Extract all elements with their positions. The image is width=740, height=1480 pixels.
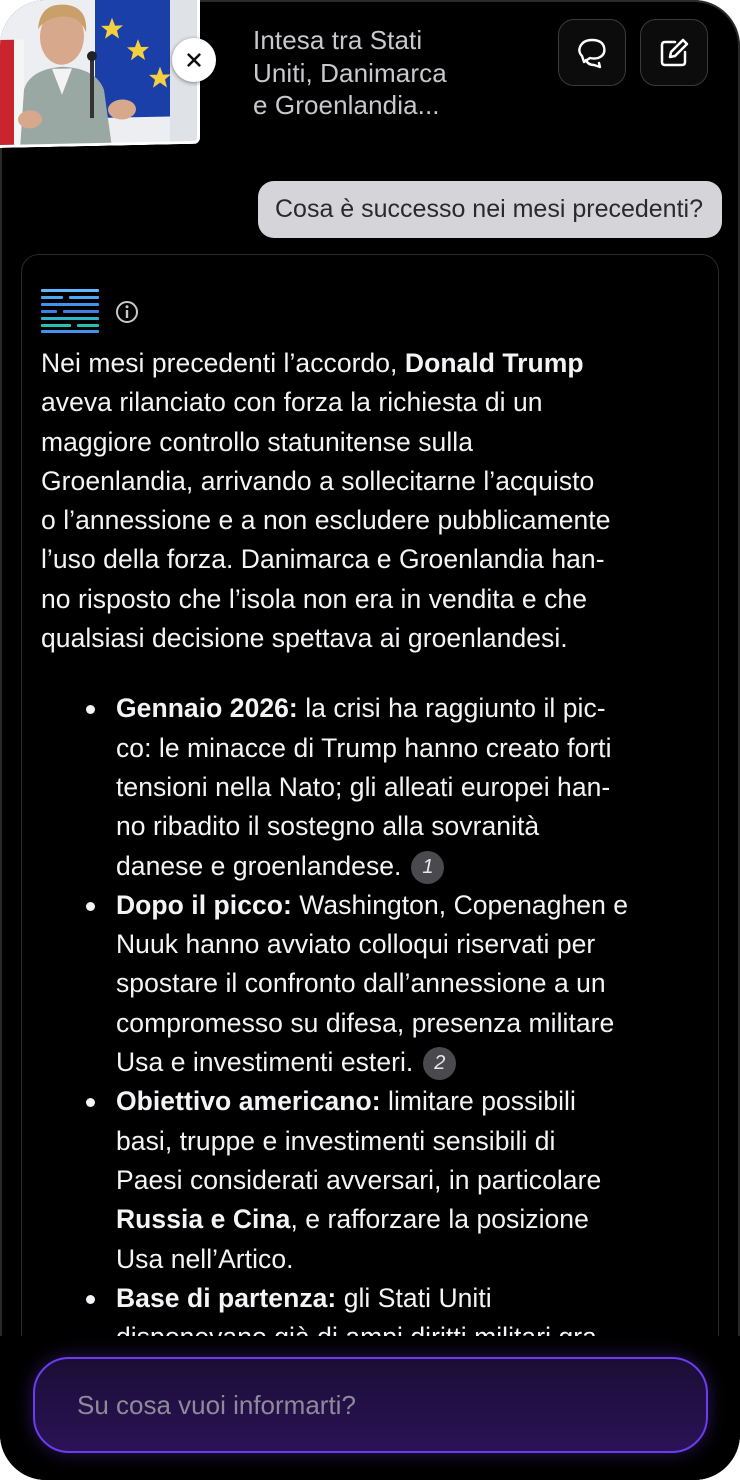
citation-badge-2[interactable]: 2 (423, 1047, 456, 1080)
intro-line-8: qualsiasi decisione spettava ai groenlandesi. (41, 623, 568, 654)
compose-icon (656, 35, 692, 71)
news-photo-thumbnail[interactable] (0, 0, 200, 148)
photo-illustration (0, 0, 200, 148)
answer-header (41, 288, 701, 344)
close-button[interactable] (172, 38, 216, 82)
chat-bubbles-icon (574, 35, 610, 71)
intro-line-3: maggiore controllo statunitense sulla (41, 426, 473, 457)
answer-bullet-list (41, 689, 701, 1357)
bullet-1-line-2: co: le minacce di Trump hanno creato forti (116, 732, 612, 763)
bullet-3-line-1-text: limitare possibili (380, 1086, 576, 1117)
answer-card (21, 254, 719, 1454)
bullet-1-heading: Gennaio 2026: (116, 693, 298, 724)
bullet-4-heading: Base di partenza: (116, 1282, 337, 1313)
bullet-3-line-4 (116, 1200, 701, 1239)
intro-line-4: Groenlandia, arrivando a sollecitarne l’acquisto (41, 465, 595, 496)
intro-line-5: o l’annessione e a non escludere pubblicamente (41, 505, 611, 536)
bullet-2-line-5-text: Usa e investimenti esteri. (116, 1047, 414, 1078)
bullet-3-line-4-text: , e rafforzare la posizione (290, 1204, 589, 1235)
bullet-2-line-2: Nuuk hanno avviato colloqui riservati per (116, 929, 596, 960)
bullet-4-line-1 (116, 1279, 701, 1318)
bullet-1-line-3: tensioni nella Nato; gli alleati europei han- (116, 771, 611, 802)
brand-logo-icon (41, 288, 99, 333)
citation-badge-1[interactable]: 1 (411, 851, 444, 884)
info-icon[interactable] (115, 300, 139, 324)
title-line-1: Intesa tra Stati (253, 25, 423, 55)
bullet-2-heading: Dopo il picco: (116, 889, 292, 920)
bullet-item-obiettivo-americano (116, 1082, 701, 1278)
bullet-1-line-1 (116, 689, 701, 728)
bullet-1-line-5 (116, 847, 701, 886)
close-icon (185, 51, 203, 69)
bullet-3-heading: Obiettivo americano: (116, 1086, 381, 1117)
intro-bold-trump: Donald Trump (404, 348, 584, 378)
conversation-title (253, 24, 533, 122)
answer-content (41, 288, 701, 1357)
user-message-bubble: Cosa è successo nei mesi precedenti? (258, 181, 722, 238)
bullet-2-line-5 (116, 1043, 701, 1082)
bullet-item-gennaio (116, 689, 701, 885)
bullet-1-line-5-text: danese e groenlandese. (116, 850, 402, 881)
bullet-1-line-4: no ribadito il sostegno alla sovranità (116, 811, 540, 842)
chat-history-button[interactable] (558, 19, 626, 86)
search-input[interactable] (33, 1357, 708, 1453)
bullet-3-line-1 (116, 1082, 701, 1121)
answer-text (41, 344, 701, 1357)
intro-line-7: no risposto che l’isola non era in vendita e che (41, 583, 587, 614)
bullet-3-line-3: Paesi considerati avversari, in particolare (116, 1164, 602, 1195)
bullet-2-line-1 (116, 886, 701, 925)
intro-line-6: l’uso della forza. Danimarca e Groenlandia han- (41, 544, 605, 575)
title-line-3: e Groenlandia... (253, 90, 440, 120)
bullet-2-line-3: spostare il confronto dall’annessione a un (116, 968, 606, 999)
bullet-3-line-5: Usa nell’Artico. (116, 1243, 294, 1274)
bullet-1-line-1-text: la crisi ha raggiunto il pic- (297, 693, 606, 724)
intro-line-1 (41, 344, 701, 383)
new-chat-button[interactable] (640, 19, 708, 86)
title-line-2: Uniti, Danimarca (253, 57, 447, 88)
intro-line-2: aveva rilanciato con forza la richiesta di un (41, 387, 543, 418)
search-input-placeholder: Su cosa vuoi informarti? (77, 1389, 356, 1420)
bullet-3-bold-russia-cina: Russia e Cina (116, 1204, 291, 1235)
bullet-item-dopo-il-picco (116, 886, 701, 1082)
bullet-2-line-1-text: Washington, Copenaghen e (291, 889, 629, 920)
bullet-4-line-1-text: gli Stati Uniti (336, 1282, 492, 1313)
answer-intro-paragraph (41, 344, 701, 658)
bullet-3-line-2: basi, truppe e investimenti sensibili di (116, 1125, 556, 1156)
intro-line-1-text: Nei mesi precedenti l’accordo, (41, 348, 405, 378)
bullet-2-line-4: compromesso su difesa, presenza militare (116, 1007, 615, 1038)
